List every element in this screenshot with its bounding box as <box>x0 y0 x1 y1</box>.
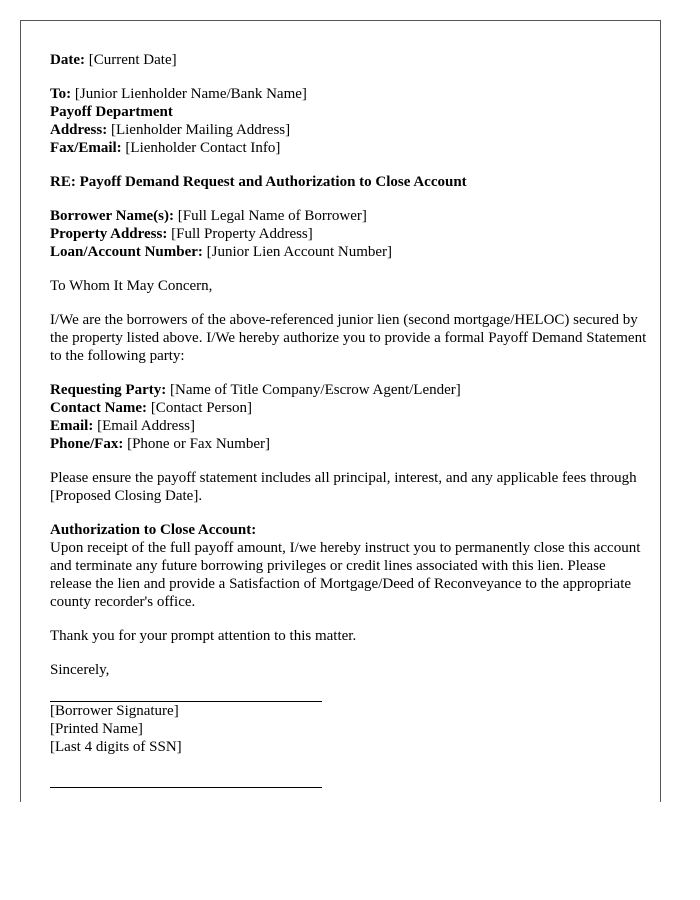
subject-line <box>50 173 650 191</box>
payoff-paragraph: Please ensure the payoff statement includes all principal, interest, and any applicable fees through [Proposed Closing Date]. <box>50 470 637 504</box>
closing-line: Sincerely, <box>50 662 110 678</box>
party-line <box>50 381 650 399</box>
date-line <box>50 51 650 69</box>
close-paragraph: Upon receipt of the full payoff amount, I/we hereby instruct you to permanently close this account and terminate any future borrowing privileges or credit lines associated with this lien. Please release the lien and provide a Satisfaction of Mortgage/Deed of Reconveyance to the appropriate county recorder's office. <box>50 540 641 610</box>
property-line <box>50 225 650 243</box>
close-heading-line <box>50 521 650 539</box>
borrower-line <box>50 207 650 225</box>
date-value: [Current Date] <box>88 52 177 68</box>
address-line <box>50 121 650 139</box>
fax-label: Fax/Email: <box>50 140 122 156</box>
salutation-section <box>50 277 650 295</box>
date-label: Date: <box>50 52 85 68</box>
address-value: [Lienholder Mailing Address] <box>110 122 291 138</box>
borrower-label: Borrower Name(s): <box>50 208 174 224</box>
salutation: To Whom It May Concern, <box>50 278 213 294</box>
thanks-line: Thank you for your prompt attention to this matter. <box>50 628 357 644</box>
date-section <box>50 51 650 69</box>
payoff-section <box>50 469 650 505</box>
ssn-label: [Last 4 digits of SSN] <box>50 739 182 755</box>
close-account-section <box>50 521 650 611</box>
recipient-section <box>50 85 650 157</box>
contact-value: [Contact Person] <box>150 400 253 416</box>
thanks-section <box>50 627 650 645</box>
email-label: Email: <box>50 418 94 434</box>
phone-label: Phone/Fax: <box>50 436 124 452</box>
to-label: To: <box>50 86 72 102</box>
requesting-party-section <box>50 381 650 453</box>
phone-value: [Phone or Fax Number] <box>127 436 270 452</box>
signature-label: [Borrower Signature] <box>50 703 179 719</box>
department-line <box>50 103 650 121</box>
printed-name-label: [Printed Name] <box>50 721 143 737</box>
account-section <box>50 207 650 261</box>
email-line <box>50 417 650 435</box>
fax-value: [Lienholder Contact Info] <box>125 140 281 156</box>
fax-line <box>50 139 650 157</box>
borrower-value: [Full Legal Name of Borrower] <box>177 208 367 224</box>
secondary-signature-line <box>50 787 322 788</box>
to-value: [Junior Lienholder Name/Bank Name] <box>74 86 307 102</box>
intro-section <box>50 311 650 365</box>
subject: RE: Payoff Demand Request and Authorization to Close Account <box>50 174 467 190</box>
loan-label: Loan/Account Number: <box>50 244 203 260</box>
party-value: [Name of Title Company/Escrow Agent/Lender] <box>170 382 461 398</box>
intro-paragraph: I/We are the borrowers of the above-referenced junior lien (second mortgage/HELOC) secured by the property listed above. I/We hereby authorize you to provide a formal Payoff Demand Statement to the following party: <box>50 312 647 364</box>
property-label: Property Address: <box>50 226 168 242</box>
address-label: Address: <box>50 122 108 138</box>
to-line <box>50 85 650 103</box>
contact-line <box>50 399 650 417</box>
letter-page <box>20 20 661 802</box>
closing-section <box>50 661 650 679</box>
subject-section <box>50 173 650 191</box>
department: Payoff Department <box>50 104 173 120</box>
loan-value: [Junior Lien Account Number] <box>206 244 393 260</box>
close-heading: Authorization to Close Account: <box>50 522 257 538</box>
party-label: Requesting Party: <box>50 382 167 398</box>
contact-label: Contact Name: <box>50 400 148 416</box>
loan-line <box>50 243 650 261</box>
email-value: [Email Address] <box>97 418 195 434</box>
signature-section <box>50 701 650 788</box>
phone-line <box>50 435 650 453</box>
property-value: [Full Property Address] <box>171 226 313 242</box>
letter-body <box>50 51 650 788</box>
